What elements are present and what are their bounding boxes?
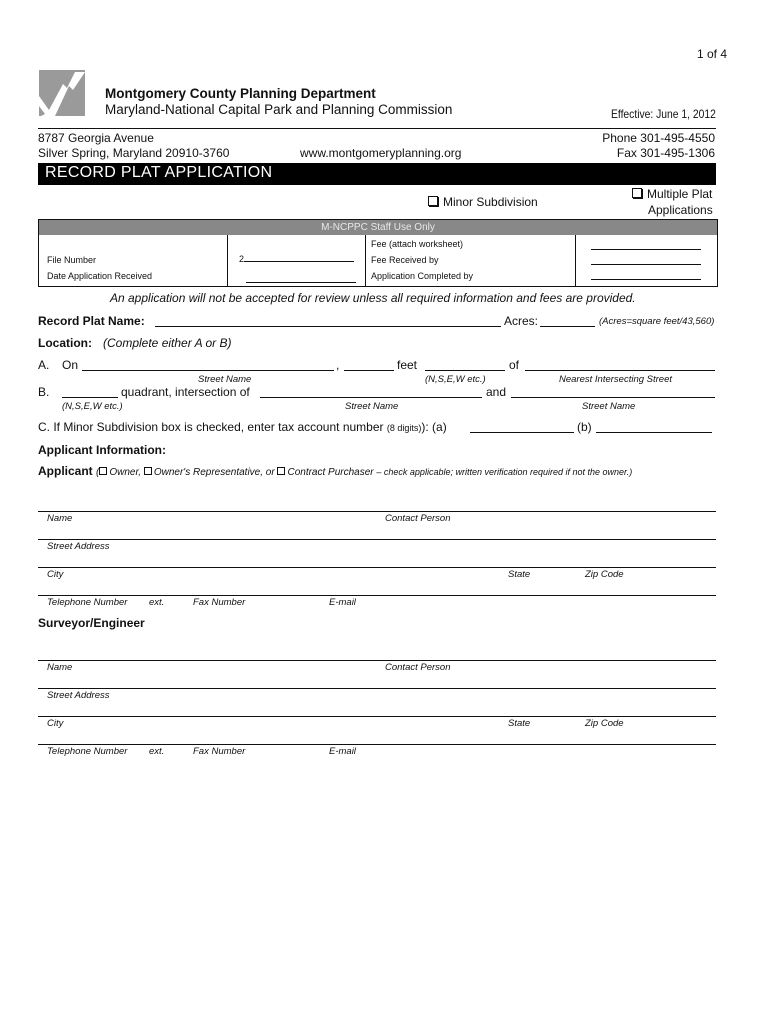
- completed-by-label: Application Completed by: [371, 271, 474, 281]
- phone-number: Phone 301-495-4550: [602, 131, 715, 145]
- surveyor-email-caption: E-mail: [329, 746, 356, 757]
- applicant-state-caption: State: [508, 569, 531, 580]
- loc-c-text: C. If Minor Subdivision box is checked, enter tax account number: [38, 420, 384, 434]
- loc-a-nearest-field[interactable]: [525, 370, 715, 371]
- acres-label: Acres:: [504, 314, 539, 328]
- fee-received-label: Fee Received by: [371, 255, 439, 265]
- planning-logo-icon: [39, 70, 85, 116]
- loc-c-line: [38, 420, 447, 434]
- location-label: Location:: [38, 336, 92, 350]
- rep-label: Owner's Representative, or: [153, 467, 275, 478]
- surveyor-heading: Surveyor/Engineer: [38, 616, 145, 630]
- surveyor-fax-caption: Fax Number: [193, 746, 246, 757]
- address-line2: Silver Spring, Maryland 20910-3760: [38, 146, 230, 160]
- fax-number: Fax 301-495-1306: [616, 146, 715, 160]
- acres-note: (Acres=square feet/43,560): [599, 316, 715, 327]
- applicant-note: – check applicable; written verification required if not the owner.): [376, 467, 633, 477]
- loc-c-b: (b): [577, 420, 592, 434]
- loc-a-street-field[interactable]: [82, 370, 334, 371]
- website-link[interactable]: www.montgomeryplanning.org: [300, 146, 462, 160]
- applicant-street-caption: Street Address: [47, 541, 110, 552]
- staff-use-box: [38, 219, 718, 287]
- file-number-prefix: 2: [239, 254, 245, 264]
- applicant-ext-caption: ext.: [149, 597, 165, 608]
- applicant-city-caption: City: [47, 569, 64, 580]
- multiple-plat-label: Multiple Plat: [647, 187, 713, 201]
- applicant-zip-caption: Zip Code: [585, 569, 624, 580]
- date-received-field[interactable]: [246, 270, 356, 288]
- surveyor-street-field[interactable]: [38, 688, 716, 689]
- surveyor-street-caption: Street Address: [47, 690, 110, 701]
- loc-a-dir-field[interactable]: [425, 370, 505, 371]
- loc-b-street2-caption: Street Name: [582, 401, 636, 412]
- surveyor-zip-caption: Zip Code: [585, 718, 624, 729]
- date-received-label: Date Application Received: [47, 271, 153, 281]
- applicant-city-field[interactable]: [38, 567, 716, 568]
- loc-a-feet-field[interactable]: [344, 370, 394, 371]
- surveyor-name-caption: Name: [47, 662, 73, 673]
- applicant-phone-field[interactable]: [38, 595, 716, 596]
- loc-a-of: of: [509, 358, 520, 372]
- applicant-street-field[interactable]: [38, 539, 716, 540]
- fee-label: Fee (attach worksheet): [371, 239, 464, 249]
- owner-checkbox[interactable]: [99, 467, 107, 475]
- loc-b-street1-caption: Street Name: [345, 401, 399, 412]
- applicant-contact-caption: Contact Person: [385, 513, 451, 524]
- applicant-tel-caption: Telephone Number: [47, 597, 128, 608]
- surveyor-tel-caption: Telephone Number: [47, 746, 128, 757]
- purchaser-checkbox[interactable]: [277, 467, 285, 475]
- applicant-fax-caption: Fax Number: [193, 597, 246, 608]
- loc-a-on: On: [62, 358, 79, 372]
- tax-account-b-field[interactable]: [596, 432, 712, 433]
- loc-b-letter: B.: [38, 385, 50, 399]
- rep-checkbox[interactable]: [144, 467, 152, 475]
- address-line1: 8787 Georgia Avenue: [38, 131, 154, 145]
- applicant-name-caption: Name: [47, 513, 73, 524]
- loc-a-dir-caption: (N,S,E,W etc.): [425, 374, 486, 385]
- record-plat-label: Record Plat Name:: [38, 314, 145, 328]
- form-title: RECORD PLAT APPLICATION: [45, 164, 273, 181]
- surveyor-phone-field[interactable]: [38, 744, 716, 745]
- applicant-label: Applicant: [38, 464, 93, 478]
- staff-use-header: M-NCPPC Staff Use Only: [39, 220, 717, 235]
- applicant-email-caption: E-mail: [329, 597, 356, 608]
- loc-b-street1-field[interactable]: [260, 397, 482, 398]
- applicant-name-field[interactable]: [38, 511, 716, 512]
- multiple-plat-label-2: Applications: [648, 203, 713, 217]
- loc-b-quadrant-field[interactable]: [62, 397, 118, 398]
- org-name: Montgomery County Planning Department: [105, 86, 376, 101]
- loc-a-letter: A.: [38, 358, 50, 372]
- loc-a-street-caption: Street Name: [198, 374, 252, 385]
- notice-text: An application will not be accepted for review unless all required information and fees are provided.: [110, 291, 636, 305]
- loc-b-and: and: [486, 385, 507, 399]
- multiple-plat-option[interactable]: [632, 187, 712, 201]
- loc-b-street2-field[interactable]: [511, 397, 715, 398]
- checkbox-icon[interactable]: [428, 196, 438, 206]
- owner-label: Owner,: [109, 467, 142, 478]
- location-note: (Complete either A or B): [103, 336, 232, 350]
- effective-date: Effective: June 1, 2012: [611, 107, 716, 121]
- minor-subdivision-label: Minor Subdivision: [443, 195, 538, 209]
- loc-b-quadrant: quadrant, intersection of: [121, 385, 250, 399]
- tax-account-a-field[interactable]: [470, 432, 574, 433]
- loc-b-dir-caption: (N,S,E,W etc.): [62, 401, 123, 412]
- record-plat-name-field[interactable]: [155, 326, 501, 327]
- surveyor-name-field[interactable]: [38, 660, 716, 661]
- surveyor-city-caption: City: [47, 718, 64, 729]
- loc-c-a: ): (a): [421, 420, 447, 434]
- purchaser-label: Contract Purchaser: [287, 467, 374, 478]
- file-number-field[interactable]: [239, 254, 354, 264]
- loc-a-feet: feet: [397, 358, 418, 372]
- applicant-line: Applicant ( Owner, Owner's Representative, or Contract Purchaser – check applicable; written verification required if not the owner.): [38, 464, 633, 478]
- loc-a-nearest-caption: Nearest Intersecting Street: [559, 374, 672, 385]
- checkbox-icon[interactable]: [632, 188, 642, 198]
- surveyor-state-caption: State: [508, 718, 531, 729]
- file-number-label: File Number: [47, 255, 97, 265]
- surveyor-ext-caption: ext.: [149, 746, 165, 757]
- org-commission: Maryland-National Capital Park and Planning Commission: [105, 102, 453, 117]
- surveyor-city-field[interactable]: [38, 716, 716, 717]
- applicant-info-heading: Applicant Information:: [38, 443, 166, 457]
- acres-field[interactable]: [540, 326, 595, 327]
- loc-c-digits: (8 digits): [386, 423, 422, 433]
- minor-subdivision-option[interactable]: [428, 195, 538, 209]
- surveyor-contact-caption: Contact Person: [385, 662, 451, 673]
- page-number: 1 of 4: [697, 47, 728, 61]
